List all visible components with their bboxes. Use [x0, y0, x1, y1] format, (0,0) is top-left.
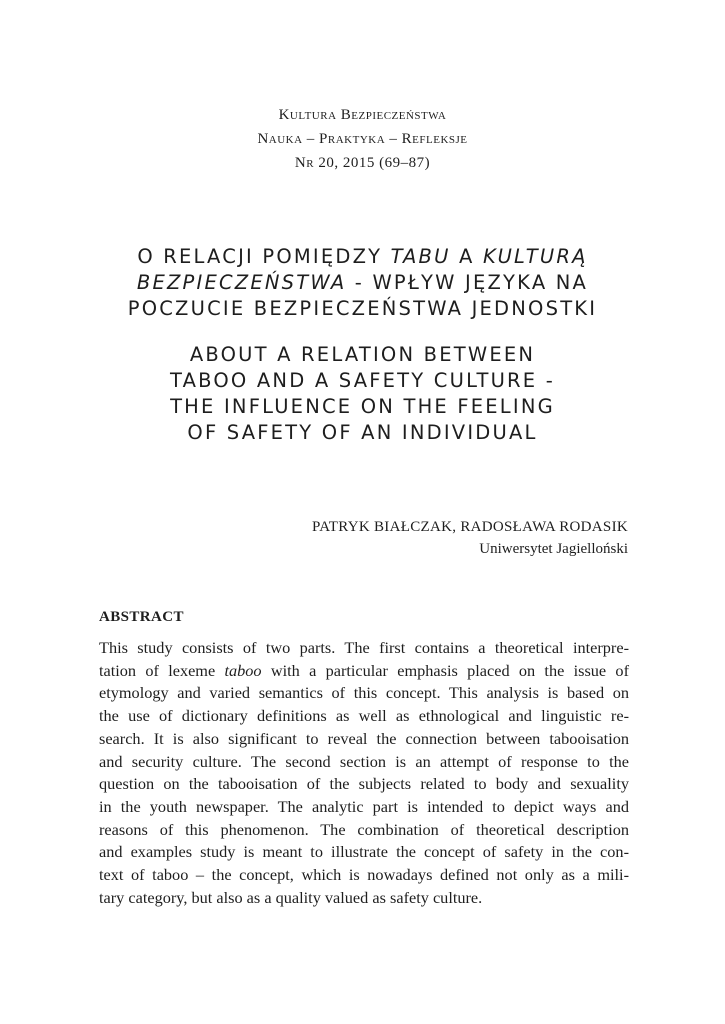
author-affiliation: Uniwersytet Jagielloński: [479, 541, 628, 557]
abstract-line-7: question on the tabooisation of the subjects related to body and sexuality: [99, 774, 629, 794]
abstract-line-9: reasons of this phenomenon. The combination of theoretical description: [99, 819, 629, 839]
title-pl-line-3: POCZUCIE BEZPIECZEŃSTWA JEDNOSTKI: [127, 297, 598, 320]
abstract-term-taboo: taboo: [224, 660, 262, 680]
author-names: PATRYK BIAŁCZAK, RADOSŁAWA RODASIK: [312, 519, 628, 535]
abstract-line-1: This study consists of two parts. The first contains a theoretical interpre-: [99, 638, 629, 657]
abstract-line-5: search. It is also significant to reveal the connection between tabooisation: [99, 728, 629, 748]
title-pl-text-3: - WPŁYW JĘZYKA NA: [346, 271, 589, 294]
title-pl-line-1: [0, 244, 725, 270]
journal-subtitle: Nauka – Praktyka – Refleksje: [257, 131, 468, 147]
title-polish: [0, 244, 725, 322]
journal-name: Kultura Bezpieczeństwa: [278, 107, 447, 123]
title-en-line-2: TABOO AND A SAFETY CULTURE -: [170, 369, 555, 392]
title-pl-line-2: [0, 270, 725, 296]
abstract-line-2: [99, 660, 629, 683]
journal-header: [0, 103, 725, 175]
title-en-line-4: OF SAFETY OF AN INDIVIDUAL: [187, 421, 538, 444]
abstract-line-6: and security culture. The second section is an attempt of response to the: [99, 751, 629, 771]
journal-issue: Nr 20, 2015 (69–87): [294, 155, 431, 171]
title-pl-text-1: O RELACJI POMIĘDZY: [137, 245, 391, 268]
title-pl-text-2: A: [450, 245, 483, 268]
title-en-line-3: THE INFLUENCE ON THE FEELING: [170, 395, 555, 418]
title-pl-em-2: KULTURĄ: [482, 245, 588, 268]
title-english: [0, 342, 725, 446]
abstract-line-8: in the youth newspaper. The analytic part is intended to depict ways and: [99, 796, 629, 816]
abstract-body: [99, 637, 629, 909]
abstract-line-12: tary category, but also as a quality valued as safety culture.: [99, 887, 483, 907]
title-pl-em-1: TABU: [390, 245, 451, 268]
abstract-line-3: etymology and varied semantics of this concept. This analysis is based on: [99, 683, 629, 703]
abstract-line-2-b: with a particular emphasis placed on the issue of: [261, 660, 629, 680]
abstract-line-2-a: tation of lexeme: [99, 660, 225, 680]
title-pl-em-3: BEZPIECZEŃSTWA: [136, 271, 347, 294]
abstract-line-11: text of taboo – the concept, which is nowadays defined not only as a mili-: [99, 865, 629, 885]
authors-block: [312, 516, 628, 560]
abstract-line-10: and examples study is meant to illustrate the concept of safety in the con-: [99, 842, 629, 862]
title-en-line-1: ABOUT A RELATION BETWEEN: [189, 343, 536, 366]
abstract-heading: ABSTRACT: [99, 609, 184, 625]
abstract-line-4: the use of dictionary definitions as well as ethnological and linguistic re-: [99, 706, 629, 726]
